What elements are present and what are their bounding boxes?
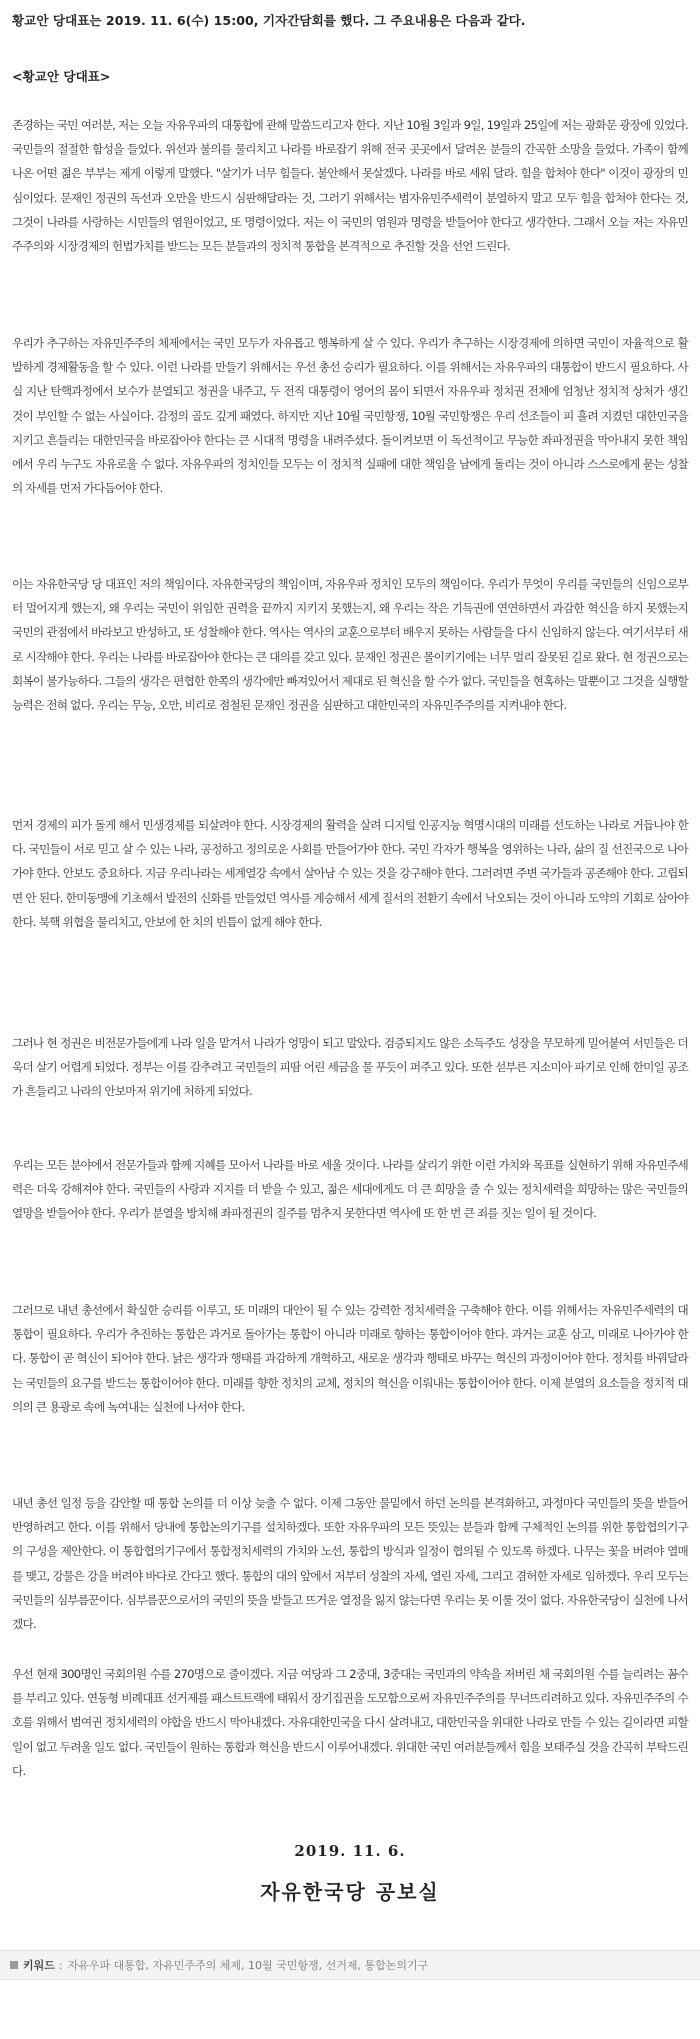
keyword-label: 키워드: [23, 1959, 55, 1972]
square-bullet-icon: [10, 1961, 18, 1969]
paragraph-2: 우리가 추구하는 자유민주주의 체제에서는 국민 모두가 자유롭고 행복하게 살 수 있다. 우리가 추구하는 시장경제에 의하면 국민이 자율적으로 활발하게 경제활동을 할 수 있다. 이런 나라를 만들기 위해서는 우선 총선 승리가 필요하다. 이를 위해서는 자유우파의 대통합이 반드시 필요하다. 사실 지난 탄핵과정에서 보수가 분열되고 정권을 내주고, 두 전직 대통령이 영어의 몸이 되면서 자유우파 정치권 전체에 엄청난 정치적 상처가 생긴 것이 부인할 수 없는 사실이다. 감정의 골도 깊게 패였다. 하지만 지난 10월 국민항쟁, 10월 국민항쟁은 우리 선조들이 피 흘려 지켰던 대한민국을 지키고 흔들리는 대한민국을 바로잡아야 한다는 큰 시대적 명령을 내려주셨다. 돌이켜보면 이 독선적이고 무능한 좌파정권을 막아내지 못한 책임에서 우리 누구도 자유로울 수 없다. 자유우파의 정치인들 모두는 이 정치적 실패에 대한 책임을 남에게 돌리는 것이 아니라 스스로에게 묻는 성찰의 자세를 먼저 가다듬어야 한다.: [12, 336, 688, 496]
release-date: 2019. 11. 6.: [294, 1842, 406, 1860]
intro-line: 황교안 당대표는 2019. 11. 6(수) 15:00, 기자간담회를 했다. 그 주요내용은 다음과 같다.: [12, 13, 526, 28]
paragraph-5: 그러나 현 정권은 비전문가들에게 나라 일을 맡겨서 나라가 엉망이 되고 말았다. 검증되지도 않은 소득주도 성장을 무모하게 밀어붙여 서민들은 더욱더 살기 어렵게 되었다. 정부는 이를 감추려고 국민들의 피땀 어린 세금을 물 푸듯이 퍼주고 있다. 또한 섣부른 지소미아 파기로 인해 한미일 공조가 흔들리고 나라의 안보마저 위기에 처하게 되었다.: [12, 1036, 688, 1099]
keyword-separator: :: [58, 1958, 63, 1972]
paragraph-3: 이는 자유한국당 당 대표인 저의 책임이다. 자유한국당의 책임이며, 자유우파 정치인 모두의 책임이다. 우리가 무엇이 우리를 국민들의 신임으로부터 멀어지게 했는지, 왜 우리는 국민이 위임한 권력을 끝까지 지키지 못했는지, 왜 우리는 작은 기득권에 연연하면서 과감한 혁신을 하지 못했는지 국민의 관점에서 바라보고 반성하고, 또 성찰해야 한다. 역사는 역사의 교훈으로부터 배우지 못하는 사람들을 다시 신임하지 않는다. 여기서부터 새로 시작해야 한다. 우리는 나라를 바로잡아야 한다는 큰 대의를 갖고 있다. 문재인 정권은 몰이키기에는 너무 멀리 잘못된 길로 왔다. 현 정권으로는 회복이 불가능하다. 그들의 생각은 편협한 한쪽의 생각에만 빠져있어서 제대로 된 혁신을 할 수가 없다. 국민들을 현혹하는 말뿐이고 그것을 실행할 능력은 전혀 없다. 우리는 무능, 오만, 비리로 점철된 문재인 정권을 심판하고 대한민국의 자유민주주의를 지켜내야 한다.: [12, 577, 688, 713]
paragraph-8: 내년 총선 일정 등을 감안할 때 통합 논의를 더 이상 늦출 수 없다. 이제 그동안 물밑에서 하던 논의를 본격화하고, 과정마다 국민들의 뜻을 받들어 반영하려고 한다. 이를 위해서 당내에 통합논의기구를 설치하겠다. 또한 자유우파의 모든 뜻있는 분들과 함께 구체적인 논의를 위한 통합협의기구의 구성을 제안한다. 이 통합협의기구에서 통합정치세력의 가치와 노선, 통합의 방식과 일정이 협의될 수 있도록 하겠다. 나무는 꽃을 버려야 열매를 맺고, 강물은 강을 버려야 바다로 간다고 했다. 통합의 대의 앞에서 저부터 성찰의 자세, 열린 자세, 그리고 겸허한 자세로 임하겠다. 우리 모두는 국민들의 심부름꾼이다. 심부름꾼으로서의 국민의 뜻을 받들고 뜨거운 열정을 잃지 않는다면 우리는 못 이룰 것이 없다. 자유한국당이 실천에 나서겠다.: [12, 1496, 688, 1632]
paragraph-7: 그러므로 내년 총선에서 확실한 승리를 이루고, 또 미래의 대안이 될 수 있는 강력한 정치세력을 구축해야 한다. 이를 위해서는 자유민주세력의 대통합이 필요하다. 우리가 추진하는 통합은 과거로 돌아가는 통합이 아니라 미래로 향하는 통합이어야 한다. 과거는 교훈 삼고, 미래로 나아가야 한다. 통합이 곧 혁신이 되어야 한다. 낡은 생각과 행태를 과감하게 개혁하고, 새로운 생각과 행태로 바꾸는 혁신의 과정이어야 한다. 정치를 바꿔달라는 국민들의 요구를 받드는 통합이어야 한다. 미래를 향한 정치의 교체, 정치의 혁신을 이뤄내는 통합이어야 한다. 이제 분열의 요소들을 정치적 대의의 큰 용광로 속에 녹여내는 실천에 나서야 한다.: [12, 1303, 688, 1414]
keyword-list[interactable]: 자유우파 대통합, 자유민주주의 체제, 10월 국민항쟁, 선거제, 통합논의기구: [67, 1959, 429, 1972]
keyword-bar: [0, 1950, 700, 1980]
paragraph-9: 우선 현재 300명인 국회의원 수를 270명으로 줄이겠다. 지금 여당과 그 2중대, 3중대는 국민과의 약속을 저버린 채 국회의원 수를 늘리려는 꼼수를 부리고 있다. 연동형 비례대표 선거제를 패스트트랙에 태워서 장기집권을 도모함으로써 자유민주주의를 무너뜨리려하고 있다. 자유민주주의 수호를 위해서 범여권 정치세력의 야합을 반드시 막아내겠다. 자유대한민국을 다시 살려내고, 대한민국을 위대한 나라로 만들 수 있는 길이라면 피할 일이 없고 두려울 일도 없다. 국민들이 원하는 통합과 혁신을 반드시 이루어내겠다. 위대한 국민 여러분들께서 힘을 보태주실 것을 간곡히 부탁드린다.: [12, 1667, 688, 1778]
issuing-office: 자유한국당 공보실: [260, 1880, 440, 1904]
paragraph-6: 우리는 모든 분야에서 전문가들과 함께 지혜를 모아서 나라를 바로 세울 것이다. 나라를 살리기 위한 이런 가치와 목표를 실현하기 위해 자유민주세력은 더욱 강해져야 한다. 국민들의 사랑과 지지를 더 받을 수 있고, 젊은 세대에게도 더 큰 희망을 줄 수 있는 정치세력을 희망하는 많은 국민들의 열망을 받들어야 한다. 우리가 분열을 방치해 좌파정권의 질주를 멈추지 못한다면 역사에 또 한 번 큰 죄를 짓는 일이 될 것이다.: [12, 1158, 688, 1221]
paragraph-1: 존경하는 국민 여러분, 저는 오늘 자유우파의 대통합에 관해 말씀드리고자 한다. 지난 10월 3일과 9일, 19일과 25일에 저는 광화문 광장에 있었다. 국민들의 절절한 함성을 들었다. 위선과 불의를 물리치고 나라를 바로잡기 위해 전국 곳곳에서 달려온 분들의 간곡한 소망을 들었다. 가족이 함께 나온 어떤 젊은 부부는 제게 이렇게 말했다. "살기가 너무 힘들다. 불안해서 못살겠다. 나라를 바로 세워 달라. 힘을 합쳐야 한다" 이것이 광장의 민심이었다. 문재인 정권의 독선과 오만을 반드시 심판해달라는 것, 그러기 위해서는 범자유민주세력이 분열하지 말고 모두 힘을 합쳐야 한다는 것, 그것이 나라를 사랑하는 시민들의 염원이었고, 또 명령이었다. 저는 이 국민의 염원과 명령을 받들어야 한다고 생각한다. 그래서 오늘 저는 자유민주주의와 시장경제의 헌법가치를 받드는 모든 분들과의 정치적 통합을 본격적으로 추진할 것을 선언 드린다.: [12, 118, 688, 254]
paragraph-4: 먼저 경제의 피가 돌게 해서 민생경제를 되살려야 한다. 시장경제의 활력을 살려 디지털 인공지능 혁명시대의 미래를 선도하는 나라로 거듭나야 한다. 국민들이 서로 믿고 살 수 있는 나라, 공정하고 정의로운 사회를 만들어가야 한다. 국민 각자가 행복을 영위하는 나라, 삶의 질 선진국으로 나아가야 한다. 안보도 중요하다. 지금 우리나라는 세계열강 속에서 살아남 수 있는 것을 강구해야 한다. 그러려면 주변 국가들과 공존해야 한다. 고립되면 안 된다. 한미동맹에 기초해서 발전의 신화를 만들었던 역사를 계승해서 세계 질서의 전환기 속에서 낙오되는 것이 아니라 도약의 기회로 삼아야 한다. 북핵 위협을 물리치고, 안보에 한 치의 빈틈이 없게 해야 한다.: [12, 818, 688, 929]
section-heading: <황교안 당대표>: [12, 69, 111, 84]
